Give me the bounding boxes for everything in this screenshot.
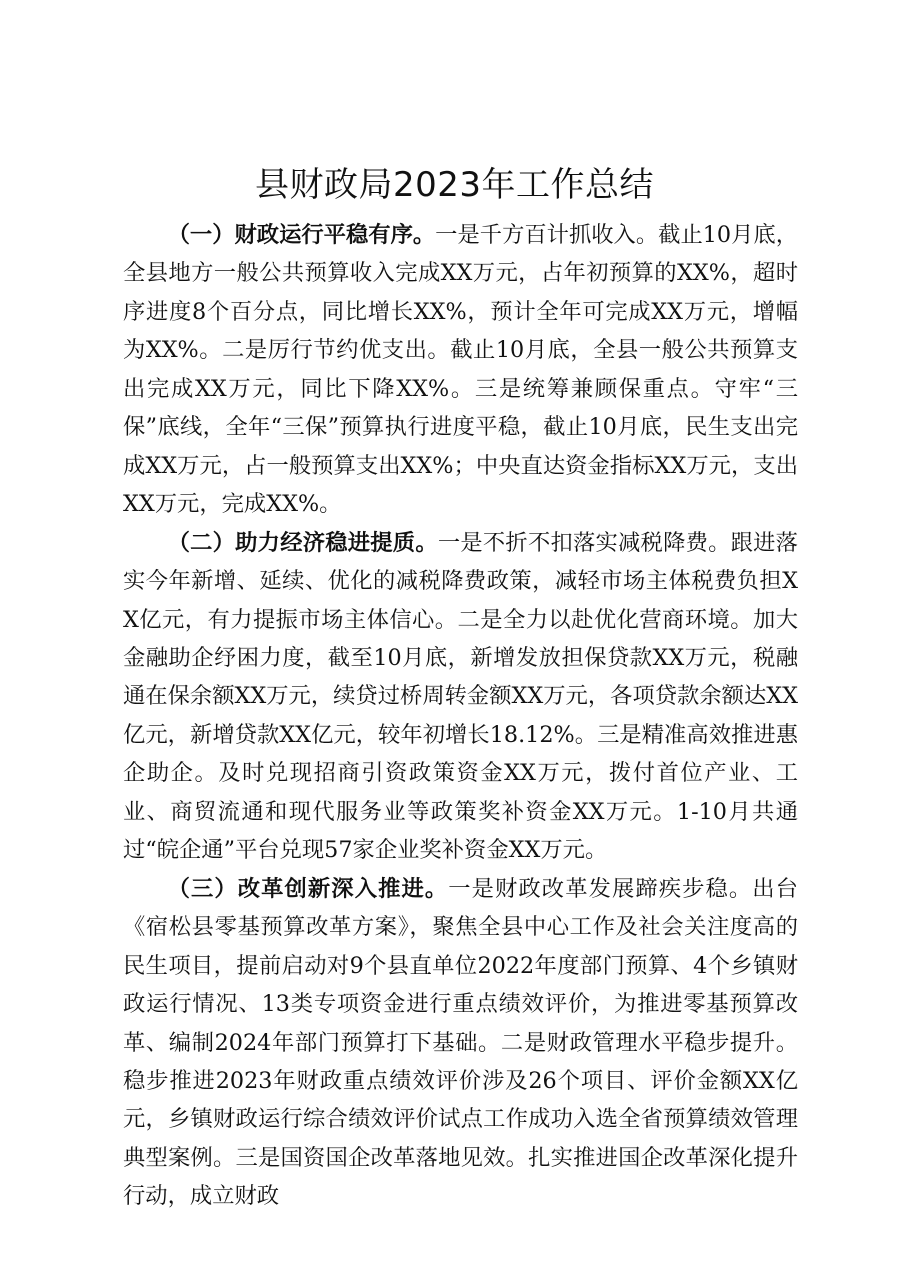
paragraph-heading: （一）财政运行平稳有序。 <box>167 222 436 248</box>
paragraph-text: 一是财政改革发展蹄疾步稳。出台《宿松县零基预算改革方案》，聚焦全县中心工作及社会关注度高的民生项目，提前启动对9个县直单位2022年度部门预算、4个乡镇财政运行情况、13类专项资金进行重点绩效评价，为推进零基预算改革、编制2024年部门预算打下基础。二是财政管理水平稳步提升。稳步推进2023年财政重点绩效评价涉及26个项目、评价金额XX亿元，乡镇财政运行综合绩效评价试点工作成功入选全省预算绩效管理典型案例。三是国资国企改革落地见效。扎实推进国企改革深化提升行动，成立财政 <box>123 875 798 1210</box>
document-title: 县财政局2023年工作总结 <box>254 165 655 205</box>
paragraph-reform-innovation <box>123 870 798 1216</box>
paragraph-economic-growth <box>123 524 798 870</box>
paragraph-text: 一是千方百计抓收入。截止10月底，全县地方一般公共预算收入完成XX万元，占年初预算的XX%，超时序进度8个百分点，同比增长XX%，预计全年可完成XX万元，增幅为XX%。二是厉行节约优支出。截止10月底，全县一般公共预算支出完成XX万元，同比下降XX%。三是统筹兼顾保重点。守牢“三保”底线，全年“三保”预算执行进度平稳，截止10月底，民生支出完成XX万元，占一般预算支出XX%；中央直达资金指标XX万元，支出XX万元，完成XX%。 <box>123 222 798 518</box>
paragraph-heading: （三）改革创新深入推进。 <box>167 875 449 902</box>
document-body <box>123 216 798 1216</box>
paragraph-fiscal-operation <box>123 216 798 524</box>
paragraph-heading: （二）助力经济稳进提质。 <box>167 529 438 556</box>
paragraph-text: 一是不折不扣落实减税降费。跟进落实今年新增、延续、优化的减税降费政策，减轻市场主体税费负担XX亿元，有力提振市场主体信心。二是全力以赴优化营商环境。加大金融助企纾困力度，截至10月底，新增发放担保贷款XX万元，税融通在保余额XX万元，续贷过桥周转金额XX万元，各项贷款余额达XX亿元，新增贷款XX亿元，较年初增长18.12%。三是精准高效推进惠企助企。及时兑现招商引资政策资金XX万元，拨付首位产业、工业、商贸流通和现代服务业等政策奖补资金XX万元。1-10月共通过“皖企通”平台兑现57家企业奖补资金XX万元。 <box>123 529 798 864</box>
